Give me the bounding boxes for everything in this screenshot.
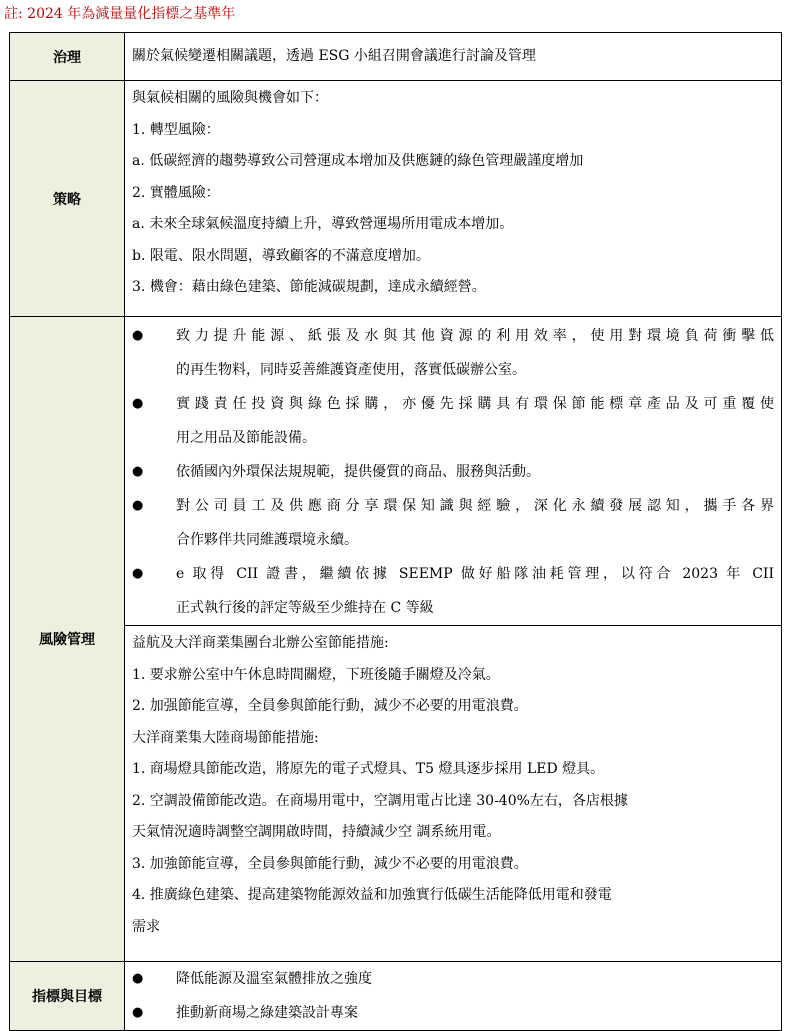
strategy-line: a. 未來全球氣候溫度持續上升，導致營運場所用電成本增加。 [132, 216, 514, 232]
list-item [132, 319, 774, 387]
bullet-icon: ● [132, 1005, 144, 1020]
governance-content [125, 33, 782, 81]
climate-governance-table [9, 32, 782, 1031]
measure-line: 益航及大洋商業集團台北辦公室節能措施: [132, 635, 389, 651]
bullet-text: 實踐責任投資與綠色採購，亦優先採購具有環保節能標章產品及可重覆使 [176, 396, 774, 412]
list-item [132, 962, 774, 996]
bullet-icon: ● [132, 464, 144, 479]
governance-label: 治理 [10, 33, 125, 81]
bullet-text: 正式執行後的評定等級至少維持在 C 等級 [176, 600, 434, 616]
bullet-text: 依循國內外環保法規規範，提供優質的商品、服務與活動。 [176, 464, 540, 480]
strategy-line: a. 低碳經濟的趨勢導致公司營運成本增加及供應鏈的綠色管理嚴謹度增加 [132, 153, 584, 169]
risk-row-bullets [10, 317, 782, 626]
bullet-icon: ● [132, 328, 144, 343]
metrics-label: 指標與目標 [10, 962, 125, 1031]
bullet-text: 致力提升能源、紙張及水與其他資源的利用效率，使用對環境負荷衝擊低 [176, 328, 774, 344]
base-year-note: 註: 2024 年為減量量化指標之基準年 [4, 6, 236, 22]
list-item [132, 557, 774, 625]
list-item [132, 455, 774, 489]
strategy-content [125, 81, 782, 317]
bullet-text: e 取得 CII 證書，繼續依據 SEEMP 做好船隊油耗管理，以符合 2023 年 CII [176, 566, 774, 582]
bullet-text: 的再生物料，同時妥善維護資產使用，落實低碳辦公室。 [176, 362, 526, 378]
risk-bullet-list [125, 317, 782, 626]
list-item [132, 489, 774, 557]
risk-row-measures [10, 626, 782, 962]
measure-line: 2. 加强節能宣導，全員參與節能行動，減少不必要的用電浪費。 [132, 698, 528, 714]
strategy-line: 2. 實體風險： [132, 184, 220, 201]
measure-line: 3. 加強節能宣導，全員參與節能行動，減少不必要的用電浪費。 [132, 855, 528, 872]
measure-line: 1. 要求辦公室中午休息時間關燈，下班後隨手關燈及冷氣。 [132, 666, 500, 683]
governance-row [10, 33, 782, 81]
measure-line: 天氣情況適時調整空調開啟時間，持續減少空 調系統用電。 [132, 824, 501, 840]
strategy-line: 與氣候相關的風險與機會如下： [132, 90, 328, 106]
measure-line: 需求 [132, 918, 160, 935]
bullet-text: 推動新商場之綠建築設計專案 [176, 1005, 358, 1021]
measure-line: 1. 商場燈具節能改造，將原先的電子式燈具、T5 燈具逐步採用 LED 燈具。 [132, 761, 605, 777]
risk-label: 風險管理 [10, 317, 125, 962]
bullet-text: 用之用品及節能設備。 [176, 430, 316, 446]
strategy-line: 1. 轉型風險： [132, 121, 220, 138]
strategy-line: 3. 機會：藉由綠色建築、節能減碳規劃，達成永續經營。 [132, 279, 486, 295]
measure-line: 大洋商業集大陸商場節能措施: [132, 729, 319, 746]
bullet-icon: ● [132, 971, 144, 986]
measure-line: 2. 空調設備節能改造。在商場用電中，空調用電占比達 30-40%左右，各店根據 [132, 792, 628, 809]
strategy-row [10, 81, 782, 317]
bullet-icon: ● [132, 566, 144, 581]
metrics-row [10, 962, 782, 1031]
bullet-icon: ● [132, 396, 144, 411]
bullet-text: 合作夥伴共同維護環境永續。 [176, 532, 358, 548]
energy-measures [125, 626, 782, 962]
metrics-bullet-list [125, 962, 782, 1031]
strategy-label: 策略 [10, 81, 125, 317]
strategy-line: b. 限電、限水問題，導致顧客的不滿意度增加。 [132, 247, 430, 264]
governance-text: 關於氣候變遷相關議題，透過 ESG 小組召開會議進行討論及管理 [132, 47, 536, 64]
bullet-icon: ● [132, 498, 144, 513]
bullet-text: 降低能源及溫室氣體排放之強度 [176, 971, 372, 987]
bullet-text: 對公司員工及供應商分享環保知識與經驗，深化永續發展認知，攜手各界 [176, 498, 774, 514]
list-item [132, 387, 774, 455]
measure-line: 4. 推廣綠色建築、提高建築物能源效益和加強實行低碳生活能降低用電和發電 [132, 887, 612, 903]
